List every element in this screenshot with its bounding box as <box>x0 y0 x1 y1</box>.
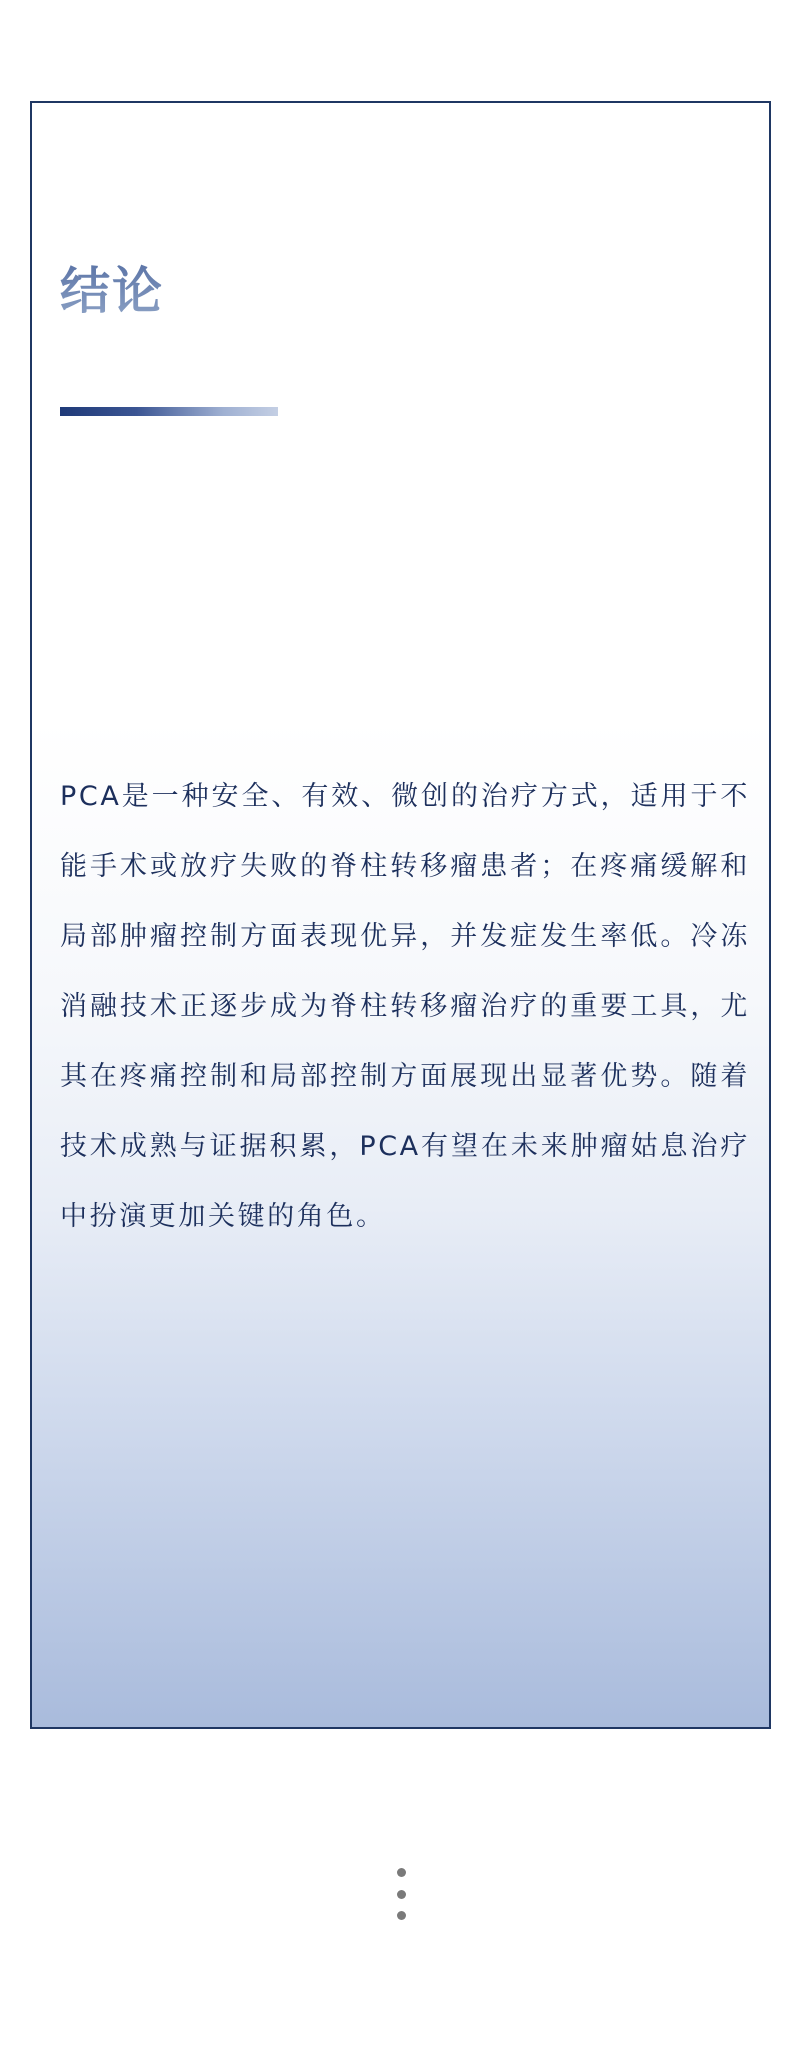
dot-icon <box>397 1868 406 1877</box>
conclusion-card <box>30 101 771 1729</box>
dot-icon <box>397 1911 406 1920</box>
title-underline <box>60 407 278 416</box>
more-vertical-icon[interactable] <box>390 1868 412 1920</box>
dot-icon <box>397 1890 406 1899</box>
section-title: 结论 <box>60 262 164 320</box>
conclusion-paragraph: PCA是一种安全、有效、微创的治疗方式，适用于不能手术或放疗失败的脊柱转移瘤患者；在疼痛缓解和局部肿瘤控制方面表现优异，并发症发生率低。冷冻消融技术正逐步成为脊柱转移瘤治疗的重要工具，尤其在疼痛控制和局部控制方面展现出显著优势。随着技术成熟与证据积累，PCA有望在未来肿瘤姑息治疗中扮演更加关键的角色。 <box>60 781 750 1232</box>
